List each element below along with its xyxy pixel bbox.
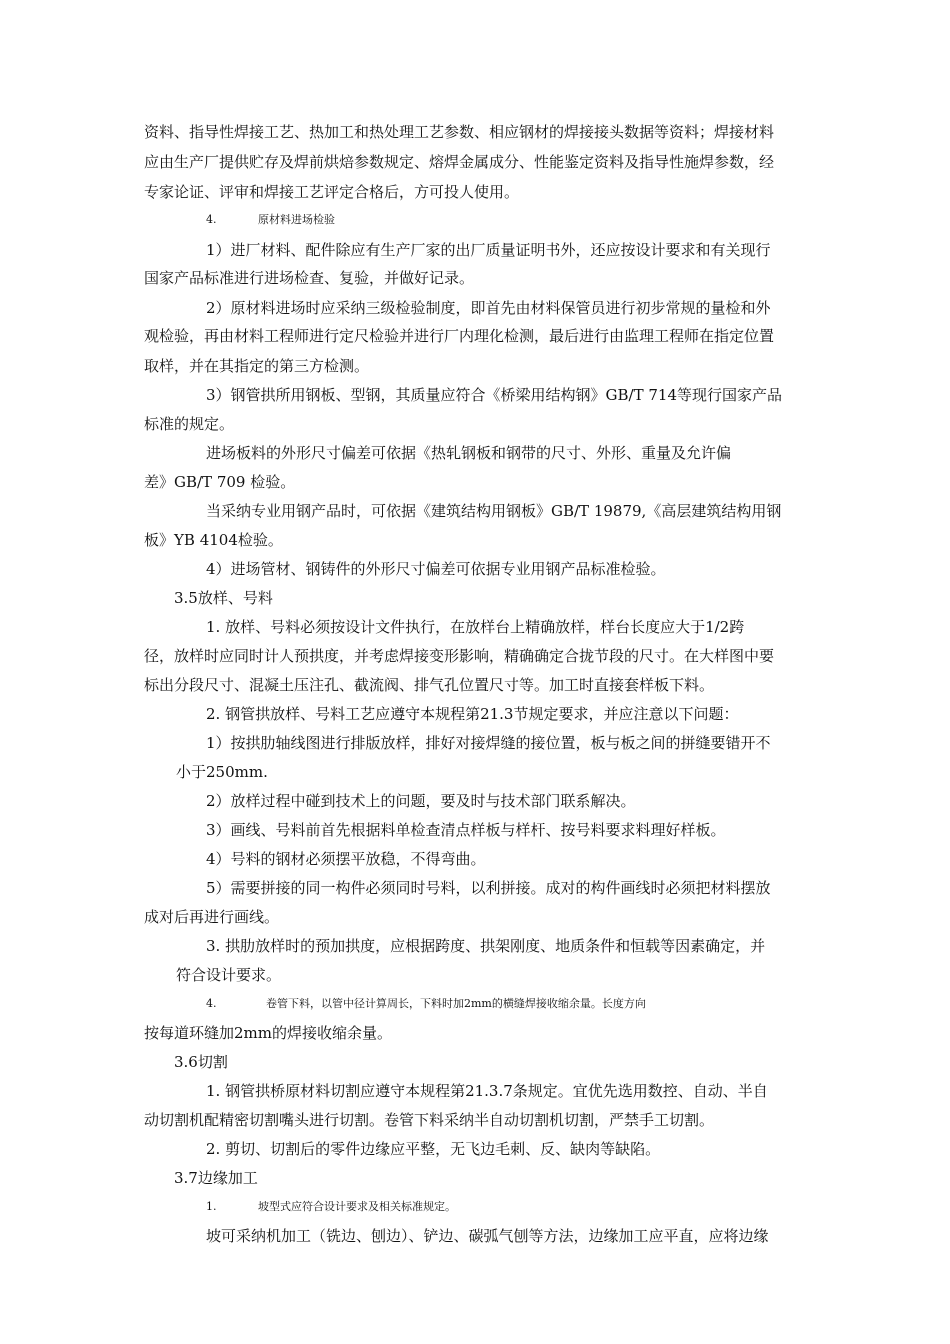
body-line: 小于250mm. bbox=[176, 763, 268, 781]
body-line: 2. 钢管拱放样、号料工艺应遵守本规程第21.3节规定要求，并应注意以下问题： bbox=[206, 705, 739, 723]
body-line: 1. 钢管拱桥原材料切割应遵守本规程第21.3.7条规定。宜优先选用数控、自动、半自 bbox=[206, 1082, 768, 1100]
body-line: 1. 放样、号料必须按设计文件执行，在放样台上精确放样，样台长度应大于1/2跨 bbox=[206, 618, 745, 636]
body-line: 2. 剪切、切割后的零件边缘应平整，无飞边毛刺、反、缺肉等缺陷。 bbox=[206, 1140, 661, 1158]
body-line: 3）画线、号料前首先根据料单检查清点样板与样杆、按号料要求料理好样板。 bbox=[206, 821, 726, 839]
body-line: 专家论证、评审和焊接工艺评定合格后，方可投人使用。 bbox=[144, 183, 520, 201]
body-line: 板》YB 4104检验。 bbox=[144, 531, 283, 549]
body-line: 应由生产厂提供贮存及焊前烘焙参数规定、熔焊金属成分、性能鉴定资料及指导性施焊参数，经 bbox=[144, 153, 775, 171]
body-line: 4）号料的钢材必须摆平放稳，不得弯曲。 bbox=[206, 850, 486, 868]
body-line: 国家产品标准进行进场检查、复验，并做好记录。 bbox=[144, 269, 475, 287]
list-item-text: 卷管下料，以管中径计算周长，下料时加2mm的横缝焊接收缩余量。长度方向 bbox=[266, 997, 646, 1010]
list-number: 1. bbox=[206, 1200, 217, 1213]
list-item bbox=[0, 994, 950, 1014]
body-line: 成对后再进行画线。 bbox=[144, 908, 280, 926]
body-line: 2）原材料进场时应采纳三级检验制度，即首先由材料保管员进行初步常规的量检和外 bbox=[206, 299, 771, 317]
body-line: 差》GB/T 709 检验。 bbox=[144, 473, 296, 491]
list-item bbox=[0, 1197, 950, 1217]
body-line: 坡可采纳机加工（铣边、刨边）、铲边、碳弧气刨等方法，边缘加工应平直，应将边缘 bbox=[206, 1227, 769, 1245]
body-line: 按每道环缝加2mm的焊接收缩余量。 bbox=[144, 1024, 392, 1042]
list-item-text: 坡型式应符合设计要求及相关标准规定。 bbox=[258, 1200, 456, 1213]
list-heading-text: 原材料进场检验 bbox=[258, 213, 335, 226]
list-item-heading bbox=[0, 210, 950, 230]
body-line: 2）放样过程中碰到技术上的问题，要及时与技术部门联系解决。 bbox=[206, 792, 636, 810]
body-line: 进场板料的外形尺寸偏差可依据《热轧钢板和钢带的尺寸、外形、重量及允许偏 bbox=[206, 444, 732, 462]
body-line: 1）进厂材料、配件除应有生产厂家的出厂质量证明书外，还应按设计要求和有关现行 bbox=[206, 241, 771, 259]
list-number: 4. bbox=[206, 997, 217, 1010]
body-line: 动切割机配精密切割嘴头进行切割。卷管下料采纳半自动切割机切割，严禁手工切割。 bbox=[144, 1111, 715, 1129]
section-heading: 3.6切割 bbox=[174, 1053, 228, 1071]
body-line: 当采纳专业用钢产品时，可依据《建筑结构用钢板》GB/T 19879,《高层建筑结构用钢 bbox=[206, 502, 782, 520]
body-line: 5）需要拼接的同一构件必须同时号料，以利拼接。成对的构件画线时必须把材料摆放 bbox=[206, 879, 771, 897]
section-heading: 3.7边缘加工 bbox=[174, 1169, 258, 1187]
body-line: 3）钢管拱所用钢板、型钢，其质量应符合《桥梁用结构钢》GB/T 714等现行国家产品 bbox=[206, 386, 783, 404]
body-line: 标出分段尺寸、混凝土压注孔、截流阀、排气孔位置尺寸等。加工时直接套样板下料。 bbox=[144, 676, 715, 694]
body-line: 1）按拱肋轴线图进行排版放样，排好对接焊缝的接位置，板与板之间的拼缝要错开不 bbox=[206, 734, 771, 752]
body-line: 标准的规定。 bbox=[144, 415, 235, 433]
list-number: 4. bbox=[206, 213, 217, 226]
body-line: 径，放样时应同时计人预拱度，并考虑焊接变形影响，精确确定合拢节段的尺寸。在大样图中要 bbox=[144, 647, 775, 665]
body-line: 4）进场管材、钢铸件的外形尺寸偏差可依据专业用钢产品标准检验。 bbox=[206, 560, 666, 578]
body-line: 取样，并在其指定的第三方检测。 bbox=[144, 357, 370, 375]
body-line: 符合设计要求。 bbox=[176, 966, 282, 984]
body-line: 观检验，再由材料工程师进行定尺检验并进行厂内理化检测，最后进行由监理工程师在指定位置 bbox=[144, 327, 775, 345]
body-line: 资料、指导性焊接工艺、热加工和热处理工艺参数、相应钢材的焊接接头数据等资料；焊接材料 bbox=[144, 123, 775, 141]
body-line: 3. 拱肋放样时的预加拱度，应根据跨度、拱架刚度、地质条件和恒载等因素确定，并 bbox=[206, 937, 766, 955]
section-heading: 3.5放样、号料 bbox=[174, 589, 273, 607]
